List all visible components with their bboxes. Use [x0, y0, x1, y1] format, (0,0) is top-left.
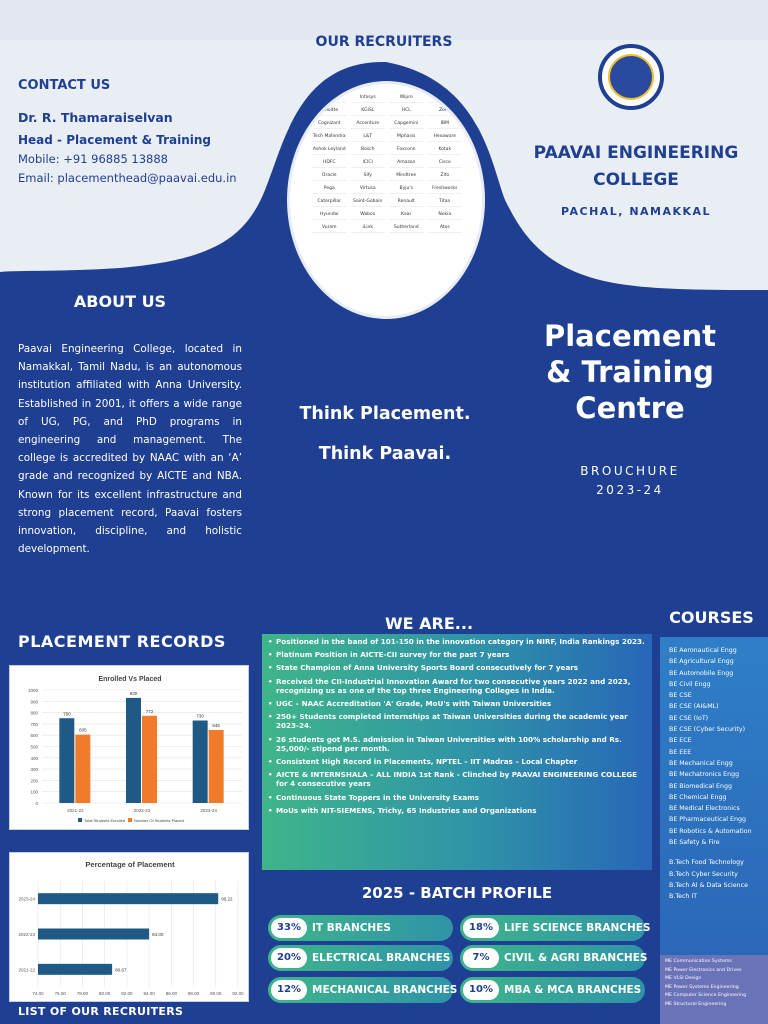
y-tick-label: 400 — [30, 755, 38, 761]
batch-profile-pill — [268, 915, 453, 941]
course-item: BE Civil Engg — [669, 680, 711, 688]
batch-profile-pill — [460, 977, 645, 1003]
y-tick-label: 600 — [30, 733, 38, 739]
me-courses-box — [660, 955, 768, 1024]
recruiter-logo: Nokia — [428, 209, 463, 220]
we-are-box — [262, 634, 652, 870]
batch-label: ELECTRICAL BRANCHES — [312, 952, 451, 964]
legend-swatch — [128, 818, 132, 822]
batch-profile-pill — [268, 977, 458, 1003]
recruiter-logo: Caterpillar — [312, 196, 347, 207]
recruiter-logo: Cognizant — [312, 118, 347, 129]
ptc-line2: & Training — [546, 355, 714, 389]
recruiter-logo: Deloitte — [312, 105, 347, 116]
x-tick-label: 76.00 — [54, 991, 66, 996]
recruiter-logo: Mphasis — [389, 131, 424, 142]
placement-centre-title — [520, 318, 740, 426]
we-are-item: • AICTE & INTERNSHALA – ALL INDIA 1st Rank - Clinched by PAAVAI ENGINEERING COLLEGE for 4 consecutive years — [268, 770, 646, 788]
batch-profile-title: 2025 - BATCH PROFILE — [361, 884, 553, 902]
course-item: BE Mechanical Engg — [669, 759, 733, 767]
ptc-line1: Placement — [543, 319, 717, 353]
recruiter-logo: HDFC — [312, 157, 347, 168]
batch-label: LIFE SCIENCE BRANCHES — [504, 922, 651, 934]
we-are-item: • 250+ Students completed internships at Taiwan Universities during the academic year 2023-24. — [268, 712, 646, 730]
tagline-line2: Think Paavai. — [318, 444, 452, 464]
course-item: BE Aeronautical Engg — [669, 647, 737, 654]
course-item: BE Robotics & Automation — [669, 827, 752, 835]
chart-title: Enrolled Vs Placed — [98, 676, 162, 683]
bar-enrolled — [59, 718, 74, 803]
recruiter-logo: Hexaware — [428, 131, 463, 142]
y-tick-label: 900 — [30, 699, 38, 705]
y-tick-label: 2023-24 — [18, 896, 35, 902]
recruiter-logo: Titan — [428, 196, 463, 207]
course-item: B.Tech IT — [669, 893, 698, 901]
tagline-line1: Think Placement. — [299, 404, 471, 424]
enrolled-vs-placed-chart — [9, 665, 249, 830]
bar-value-label: 772 — [145, 708, 154, 714]
contact-name: Dr. R. Thamaraiselvan — [18, 110, 173, 125]
legend-label: Number Of Students Placed — [134, 818, 184, 823]
course-item: BE EEE — [669, 748, 692, 756]
enrolled-vs-placed-svg — [10, 666, 250, 831]
y-tick-label: 800 — [30, 710, 38, 716]
batch-percent: 12% — [271, 980, 307, 1000]
our-recruiters-title: OUR RECRUITERS — [315, 34, 453, 50]
me-courses-list — [660, 958, 768, 1010]
we-are-item: • State Champion of Anna University Sports Board consecutively for 7 years — [268, 663, 646, 672]
about-title: ABOUT US — [73, 292, 167, 311]
about-text: Paavai Engineering College, located in Namakkal, Tamil Nadu, is an autonomous institution affiliated with Anna University. Established in 2001, it offers a wide range of UG, PG, and PhD programs in engineering and management. The college is accredited by NAAC with an ‘A’ grade and recognized by AICTE and NBA. Known for its excellent infrastructure and strong placement record, Paavai fosters innovation, discipline, and holistic development. — [18, 343, 242, 556]
courses-title: COURSES — [669, 608, 754, 627]
college-name-line2: COLLEGE — [593, 170, 679, 190]
contact-mobile[interactable]: Mobile: +91 96885 13888 — [18, 152, 168, 166]
bar-value-label: 80.67 — [115, 967, 127, 973]
college-seal-logo — [598, 44, 664, 110]
we-are-item: • UGC – NAAC Accreditation 'A' Grade, MoU's with Taiwan Universities — [268, 699, 646, 708]
y-tick-label: 2021-22 — [18, 967, 35, 973]
recruiter-logo: UST — [312, 92, 347, 103]
x-tick-label: 88.00 — [187, 991, 200, 996]
batch-percent: 10% — [463, 980, 499, 1000]
bar-value-label: 930 — [129, 690, 138, 696]
bar-value-label: 84.00 — [152, 932, 164, 937]
batch-percent: 33% — [271, 918, 307, 938]
recruiter-logo: Bosch — [351, 144, 386, 155]
bar-value-label: 605 — [79, 727, 87, 733]
ptc-line3: Centre — [575, 391, 685, 425]
y-tick-label: 700 — [30, 721, 38, 727]
we-are-title: WE ARE... — [385, 614, 474, 633]
x-tick-label: 2021-22 — [67, 808, 84, 813]
x-tick-label: 92.00 — [232, 991, 244, 996]
course-item: BE Biomedical Engg — [669, 782, 733, 790]
batch-label: CIVIL & AGRI BRANCHES — [504, 952, 648, 964]
recruiter-logo: Byju's — [389, 183, 424, 194]
seal-emblem-icon — [608, 54, 654, 100]
recruiter-logo: iLink — [351, 222, 386, 233]
me-course-item: ME VLSI Design — [665, 976, 702, 982]
course-item: BE ECE — [669, 737, 692, 745]
brochure-year: 2023-24 — [596, 483, 664, 497]
placement-percentage-chart — [9, 852, 249, 1002]
y-tick-label: 500 — [30, 744, 38, 750]
recruiter-logo: Ashok Leyland — [312, 144, 347, 155]
we-are-item: • Consistent High Record in Placements, NPTEL – IIT Madras – Local Chapter — [268, 757, 646, 766]
college-name — [520, 140, 752, 194]
batch-label: MECHANICAL BRANCHES — [312, 984, 458, 996]
we-are-item: • Received the CII-Industrial Innovation Award for two consecutive years 2022 and 2023, recognizing us as one of the top three Engineering Colleges in India. — [268, 677, 646, 695]
recruiter-logo: ICICI — [351, 157, 386, 168]
y-tick-label: 1000 — [27, 688, 38, 693]
batch-profile-pill — [460, 915, 651, 941]
bar-enrolled — [193, 721, 208, 803]
bar-value-label: 750 — [63, 711, 71, 717]
legend-label: Total Students Enrolled — [84, 818, 126, 823]
bar-percentage — [38, 893, 218, 904]
me-course-item: ME Power Electronics and Drives — [665, 967, 742, 973]
course-item: B.Tech Food Technology — [669, 859, 744, 867]
batch-label: IT BRANCHES — [312, 922, 391, 934]
me-course-item: ME Structural Engineering — [665, 1001, 727, 1007]
course-item: BE Automobile Engg — [669, 669, 734, 677]
x-tick-label: 86.00 — [165, 991, 177, 996]
recruiter-logo: Zoho — [428, 105, 463, 116]
recruiter-logo: Capgemini — [389, 118, 424, 129]
we-are-item: • 26 students got M.S. admission in Taiwan Universities with 100% scholarship and Rs. 25,000/- stipend per month. — [268, 735, 646, 753]
x-tick-label: 2023-24 — [200, 808, 217, 813]
legend-swatch — [78, 818, 82, 822]
bar-value-label: 646 — [212, 723, 220, 729]
bar-placed — [209, 730, 224, 803]
recruiter-logo: Tech Mahindra — [312, 131, 347, 142]
bar-placed — [75, 735, 90, 803]
brochure-label: BROUCHURE — [580, 464, 680, 478]
course-item: B.Tech Cyber Security — [669, 870, 738, 878]
recruiter-logo: HCL — [389, 105, 424, 116]
course-item: BE Agricultural Engg — [669, 658, 734, 666]
course-item: BE CSE (IoT) — [669, 714, 709, 722]
course-item: BE CSE — [669, 692, 692, 700]
bar-percentage — [38, 929, 149, 940]
batch-percent: 20% — [271, 948, 307, 968]
course-item: BE CSE (AI&ML) — [669, 703, 719, 711]
batch-percent: 7% — [463, 948, 499, 968]
contact-role: Head - Placement & Training — [18, 133, 211, 147]
x-tick-label: 90.00 — [210, 991, 222, 996]
list-of-recruiters-title: LIST OF OUR RECRUITERS — [18, 1005, 184, 1018]
recruiter-logo: TCS — [428, 92, 463, 103]
we-are-item: • Platinum Position in AICTE-CII survey for the past 7 years — [268, 650, 646, 659]
course-gap — [660, 848, 768, 857]
batch-label: MBA & MCA BRANCHES — [504, 984, 642, 996]
x-tick-label: 80.00 — [99, 991, 111, 996]
recruiter-logo: Pega — [312, 183, 347, 194]
course-item: BE Chemical Engg — [669, 793, 727, 801]
recruiter-logo: Sutherland — [389, 222, 424, 233]
recruiter-logo: Amazon — [389, 157, 424, 168]
recruiter-logo: Infosys — [351, 92, 386, 103]
recruiter-logo: Kaar — [389, 209, 424, 220]
course-item: B.Tech AI & Data Science — [669, 881, 748, 889]
courses-list — [660, 637, 768, 903]
y-tick-label: 2022-23 — [18, 932, 35, 937]
recruiter-logo: Oracle — [312, 170, 347, 181]
recruiter-logo: Zifo — [428, 170, 463, 181]
recruiter-logo: Accenture — [351, 118, 386, 129]
recruiter-logos-circle — [290, 84, 482, 316]
recruiter-logo: KGiSL — [351, 105, 386, 116]
we-are-item: • Positioned in the band of 101-150 in the innovation category in NIRF, India Rankings 2023. — [268, 637, 646, 646]
contact-email[interactable]: Email: placementhead@paavai.edu.in — [18, 171, 237, 185]
y-tick-label: 300 — [30, 767, 38, 773]
recruiter-logo: IBM — [428, 118, 463, 129]
course-item: BE Mechatronics Engg — [669, 771, 740, 779]
we-are-list — [262, 634, 652, 815]
x-tick-label: 84.00 — [143, 991, 155, 996]
recruiter-logo: Virtusa — [351, 183, 386, 194]
recruiter-logo: Saint-Gobain — [351, 196, 386, 207]
recruiter-logo: Cisco — [428, 157, 463, 168]
recruiter-logo: Renault — [389, 196, 424, 207]
bar-percentage — [38, 964, 112, 975]
bar-value-label: 90.22 — [221, 896, 233, 902]
recruiter-logo: Wabco — [351, 209, 386, 220]
college-location: PACHAL, NAMAKKAL — [560, 205, 712, 218]
batch-profile-pill — [460, 945, 648, 971]
bar-placed — [142, 716, 157, 803]
x-tick-label: 82.00 — [121, 991, 133, 996]
recruiter-logo: L&T — [351, 131, 386, 142]
y-tick-label: 0 — [35, 801, 38, 806]
recruiter-logo: Foxconn — [389, 144, 424, 155]
y-tick-label: 200 — [30, 778, 38, 784]
recruiter-logo: Vuram — [312, 222, 347, 233]
course-item: BE Safety & Fire — [669, 839, 720, 847]
chart-title: Percentage of Placement — [85, 860, 175, 869]
x-tick-label: 2022-23 — [133, 808, 151, 813]
bar-enrolled — [126, 698, 141, 803]
recruiter-logo: Mindtree — [389, 170, 424, 181]
placement-records-title: PLACEMENT RECORDS — [18, 632, 226, 651]
recruiter-logo: Kotak — [428, 144, 463, 155]
we-are-item: • Continuous State Toppers in the University Exams — [268, 793, 646, 802]
recruiter-logo: Wipro — [389, 92, 424, 103]
course-item: BE CSE (Cyber Security) — [669, 726, 746, 734]
me-course-item: ME Power Systems Engineering — [665, 984, 739, 990]
recruiter-logo: Hyundai — [312, 209, 347, 220]
me-course-item: ME Computer Science Engineering — [665, 993, 747, 999]
batch-percent: 18% — [463, 918, 499, 938]
recruiter-logo: Freshworks — [428, 183, 463, 194]
course-item: BE Pharmaceutical Engg — [669, 816, 746, 824]
course-item: BE Medical Electronics — [669, 805, 740, 813]
x-tick-label: 78.00 — [76, 991, 89, 996]
y-tick-label: 100 — [30, 789, 38, 795]
placement-percentage-svg — [10, 853, 250, 1003]
contact-title: CONTACT US — [18, 78, 111, 93]
recruiter-logo: Atos — [428, 222, 463, 233]
x-tick-label: 74.00 — [32, 991, 44, 996]
we-are-item: • MoUs with NIT-SIEMENS, Trichy, 65 Industries and Organizations — [268, 806, 646, 815]
batch-profile-pill — [268, 945, 453, 971]
bar-value-label: 730 — [196, 713, 204, 719]
recruiter-logo: Sify — [351, 170, 386, 181]
recruiter-logo-grid — [312, 92, 462, 233]
college-name-line1: PAAVAI ENGINEERING — [533, 143, 739, 163]
me-course-item: ME Communication Systems — [665, 959, 732, 964]
